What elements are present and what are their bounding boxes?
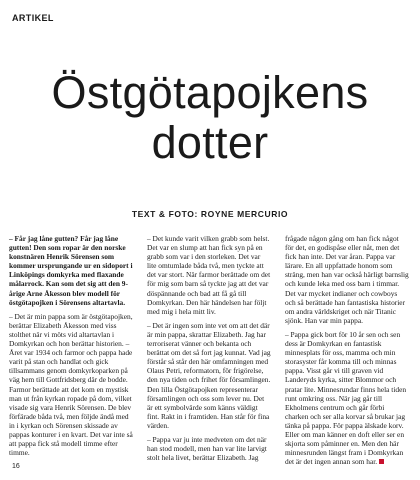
final-paragraph-text: – Pappa gick bort för 10 år sen och sen dess är Domkyrkan en fantastisk minnesplats för oss, mamma och min storasyster får komma till och minnas pappa. Visst går vi till graven vid Landeryds kyrka, sitter Blommor och pratar lite. Minnesrundar finns hela tiden runt omkring oss. När jag går till Ekholmens centrum och går förbi charken och ser alla korvar så brukar jag tänka på pappa. För pappa älskade korv. Eller om man känner en doft eller ser en skjorta som påminner en. Men den här minnesrunden längst fram i Domkyrkan det är det ingen annan som har. [285,329,407,467]
page-number: 16 [12,463,20,470]
text-column-1 [9,234,133,462]
title-line-1: Östgötapojkens [51,67,369,118]
lede-paragraph: – Får jag låne gutten? Får jag låne gutten! Den som ropar är den norske konstnären Henrik Sörensen som kommer ursprungande ur en sidoport i Linköpings domkyrka med flaxande målarrock. Kan som det sig att den 9-årige Arne Åkesson blev modell för östgötapojken i Sörensens altartavla. [9,234,133,307]
article-title [0,68,420,168]
title-line-2: dotter [151,117,269,168]
text-column-2 [147,234,271,467]
section-label: ARTIKEL [12,13,54,23]
body-paragraph: – Det är ingen som inte vet om att det där är min pappa, skrattar Elizabeth. Jag har terroriserat vänner och bekanta och berättat om det så fort jag kunnat. Vad jag förstår så står den här omfamningen med Olaus Petri, reformatorn, för frigörelse, den nya tiden och frihet för församlingen. Den lilla Östgötapojken representerar församlingen och oss som lever nu. Det är ett symbolvärde som känns väldigt fint. Rakt in i framtiden. Han står för fina värden. [147,320,271,430]
end-mark-icon [379,459,384,464]
body-paragraph: – Det kunde varit vilken grabb som helst. Det var en slump att han fick syn på en grabb som var i den storleken. Det var lite omtumlade båda två, men tyckte att det var stort. När farmor berättade om det för mig som barn så tyckte jag att det var döspännande och bad att få gå till Domkyrkan. Den här händelsen har följt med mig i hela mitt liv. [147,234,271,316]
body-paragraph: frågade någon gång om han fick något för det, en godispåse eller nåt, men det fick han inte. Det var åran. Pappa var lärare. En all uppfattade honom som sträng, men han var också härligt barnslig och kunde leka med oss barn i timmar. Det var mycket indianer och cowboys och så berättade han fantastiska historier om andra världskriget och när Titanic sjönk. Han var min pappa. [285,234,409,325]
text-column-3 [285,234,409,471]
byline: TEXT & FOTO: ROYNE MERCURIO [131,209,289,219]
final-paragraph [285,330,409,466]
body-paragraph: – Det är min pappa som är östgötapojken, berättar Elizabeth Åkesson med viss stolthet när vi möts vid altartavlan i Domkyrkan och hon berättar historien. – Året var 1934 och farmor och pappa hade varit på stan och handlat och gick tillsammans genom domkyrkoparken på väg hem till Gottfridsberg där de bodde. Farmor berättade att det kom en mystisk man ut från kyrkan ropade på dom, vilket visade sig vara Henrik Sörensen. De blev förfärade båda två, men följde ändå med in i kyrkan och Sörensen skissade av pappas konturer i en kvart. Det var inte så att pappa fick stå modell timme efter timme. [9,311,133,458]
body-paragraph: – Pappa var ju inte medveten om det när han stod modell, men han var lite larvigt stolt hela livet, berättar Elizabeth. Jag [147,434,267,463]
